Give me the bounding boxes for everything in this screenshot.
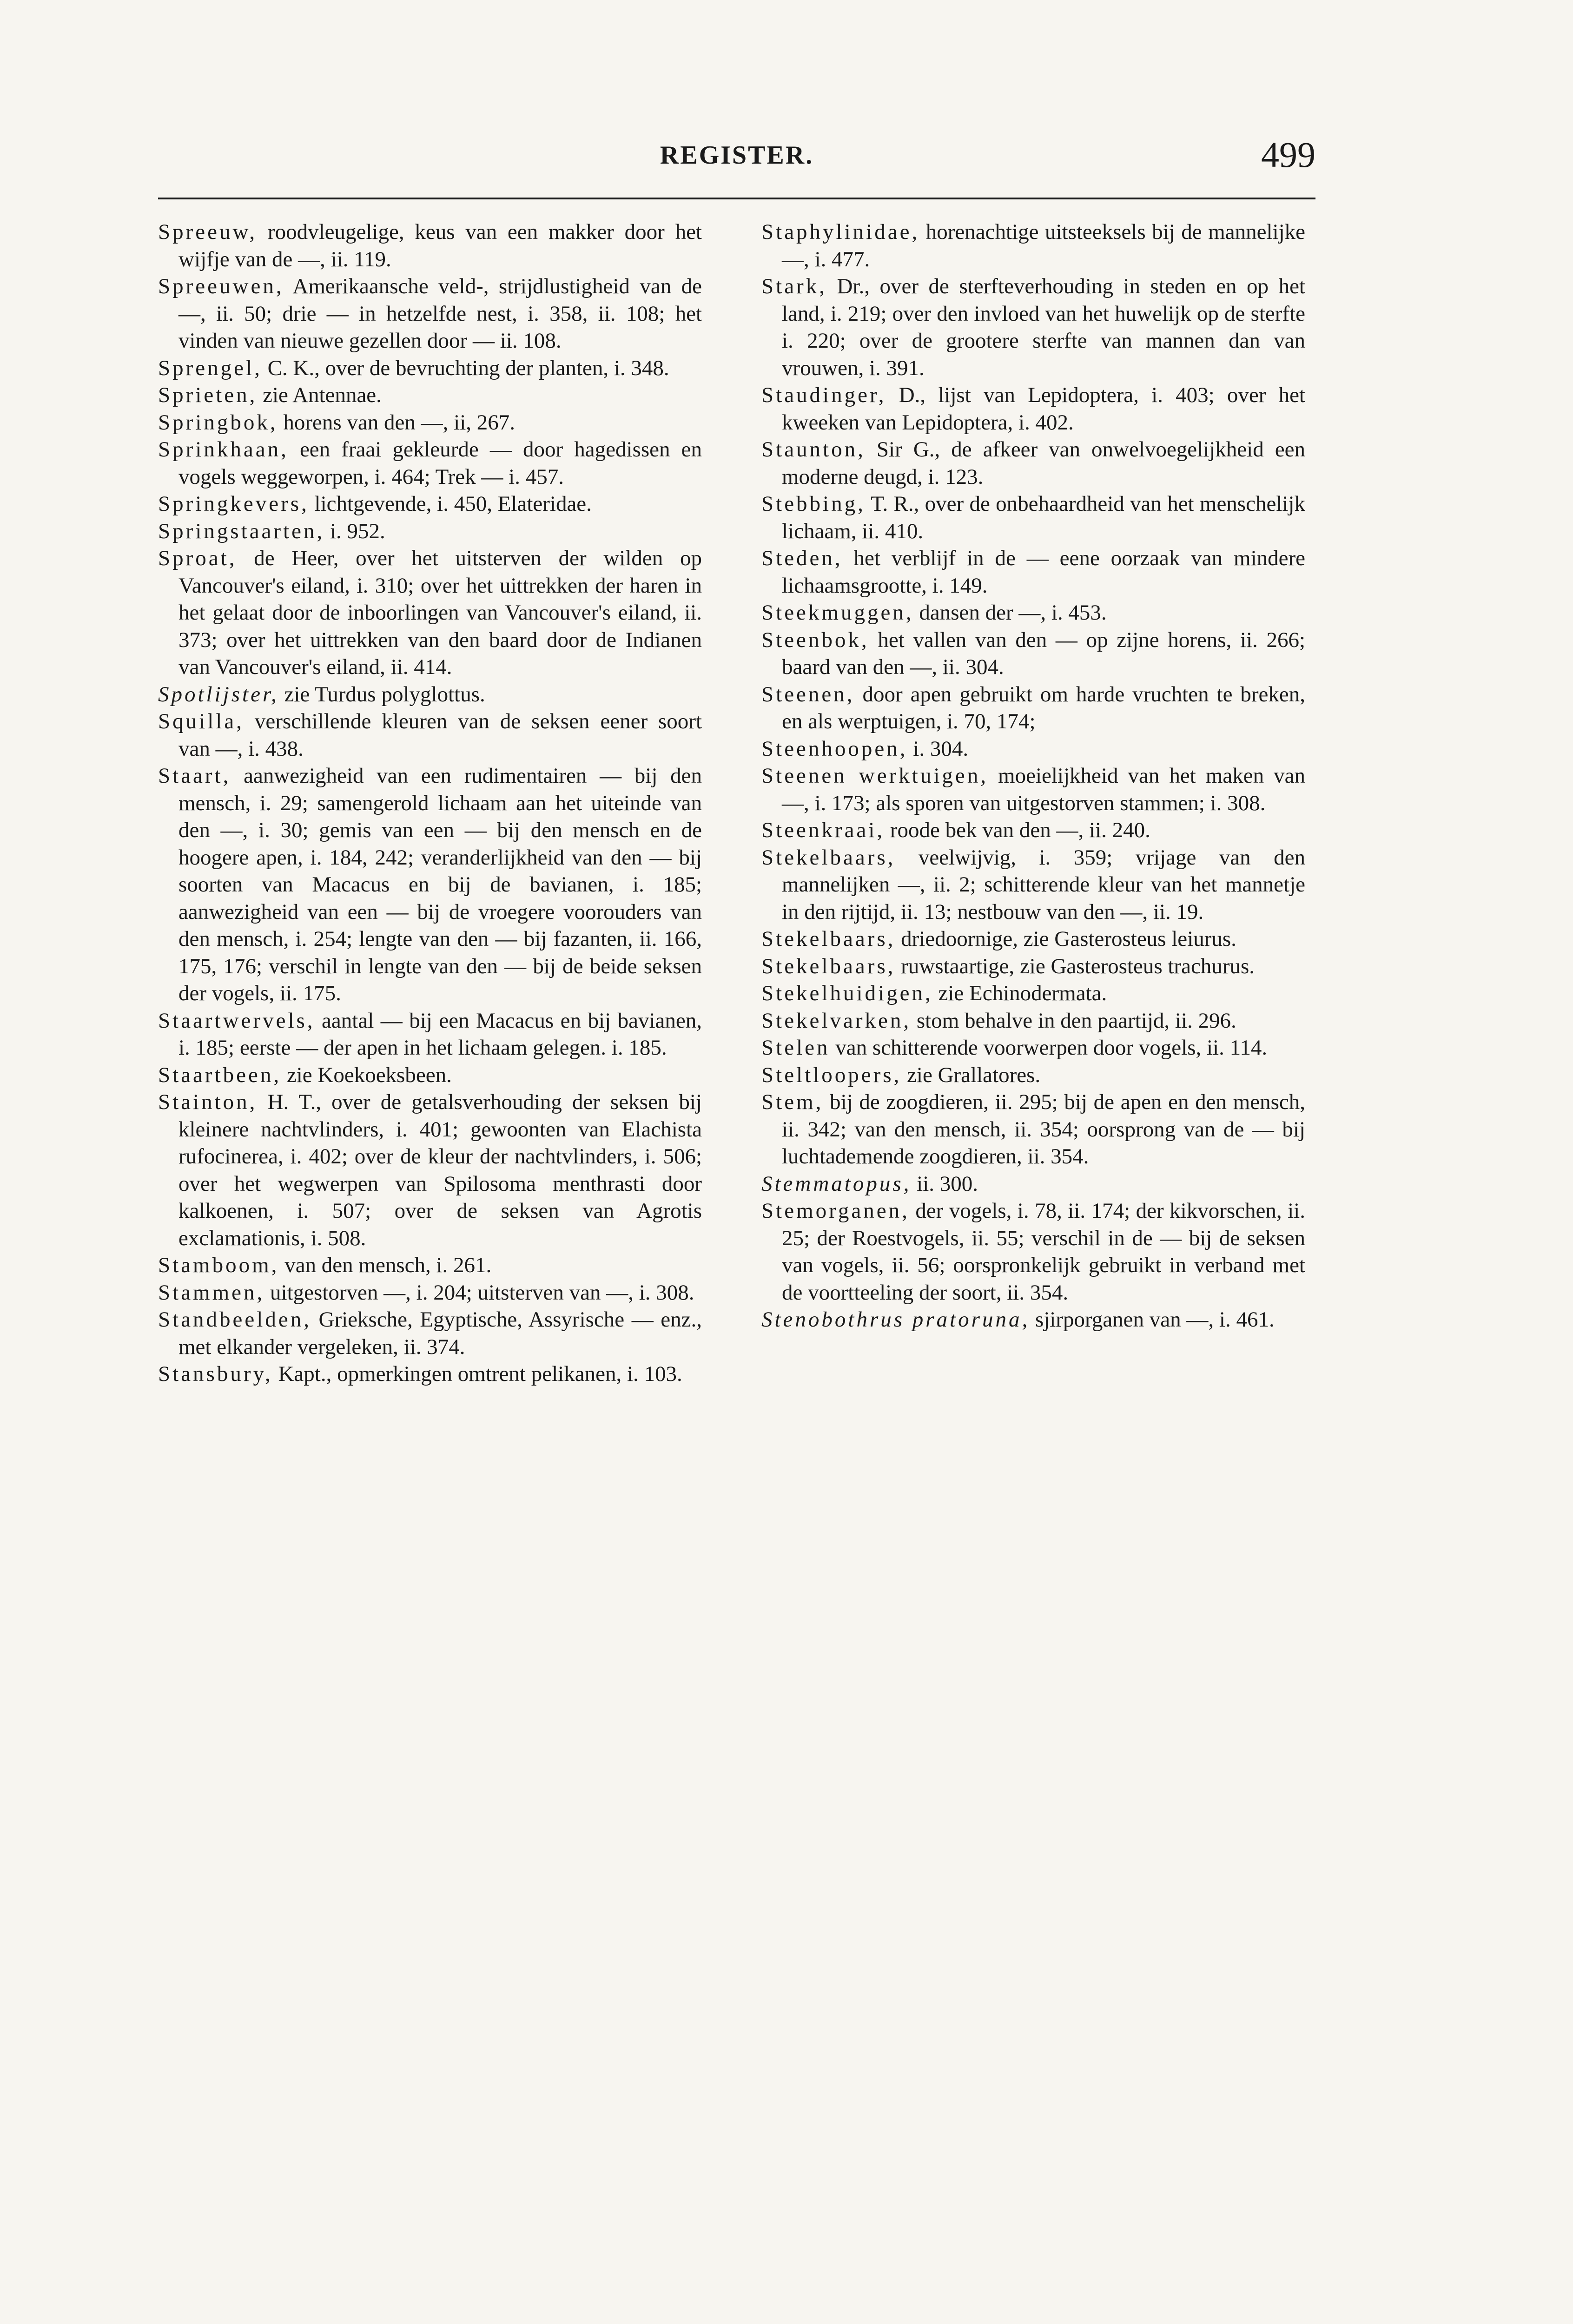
index-entry <box>761 735 1305 763</box>
index-entry <box>761 273 1305 382</box>
entry-text: een fraai gekleurde — door hagedissen en vogels weggeworpen, i. 464; Trek — i. 457. <box>178 437 702 489</box>
entry-text: Dr., over de sterfteverhouding in steden en op het land, i. 219; over den invloed van het huwelijk op de sterfte i. 220; over de grootere sterfte van mannen dan van vrouwen, i. 391. <box>782 274 1305 380</box>
entry-headword: Stammen, <box>158 1280 265 1305</box>
entry-headword: Steenbok, <box>761 627 869 652</box>
index-entry <box>158 382 702 409</box>
header-rule <box>158 198 1315 199</box>
entry-headword: Sprengel, <box>158 356 262 380</box>
index-entry <box>158 545 702 681</box>
index-entry <box>761 925 1305 953</box>
entry-text: i. 952. <box>324 519 385 543</box>
entry-headword: Sprinkhaan, <box>158 437 289 462</box>
index-entry <box>158 355 702 382</box>
entry-text: ruwstaartige, zie Gasterosteus trachurus. <box>895 954 1255 978</box>
entry-text: van den mensch, i. 261. <box>279 1253 492 1277</box>
entry-headword: Steekmuggen, <box>761 601 914 625</box>
index-entry <box>158 273 702 355</box>
entry-headword: Stekelbaars, <box>761 845 896 870</box>
index-entry <box>761 1089 1305 1170</box>
entry-headword: Sproat, <box>158 546 237 570</box>
entry-headword: Spreeuw, <box>158 220 258 244</box>
entry-text: verschillende kleuren van de seksen eener soort van —, i. 438. <box>178 709 702 761</box>
entry-text: driedoornige, zie Gasterosteus leiurus. <box>895 927 1236 951</box>
index-entry <box>761 1062 1305 1089</box>
index-entry <box>761 980 1305 1007</box>
entry-text: horens van den —, ii, 267. <box>278 410 515 435</box>
entry-headword: Staudinger, <box>761 383 886 407</box>
index-entry <box>761 817 1305 844</box>
index-entry <box>158 1007 702 1062</box>
entry-text: Sir G., de afkeer van onwelvoegelijkheid een moderne deugd, i. 123. <box>782 437 1305 489</box>
entry-headword: Standbeelden, <box>158 1307 311 1332</box>
entry-headword: Stebbing, <box>761 492 866 516</box>
entry-headword: Squilla, <box>158 709 244 733</box>
entry-text: Amerikaansche veld-, strijdlustigheid van de —, ii. 50; drie — in hetzelfde nest, i. 358, ii. 108; het vinden van nieuwe gezellen door — ii. 108. <box>178 274 702 353</box>
index-entry <box>158 436 702 490</box>
entry-headword: Stansbury, <box>158 1362 273 1386</box>
entry-headword: Steenen werktuigen, <box>761 764 988 788</box>
entry-headword: Staphylinidae, <box>761 220 920 244</box>
index-entry <box>761 1197 1305 1306</box>
entry-headword: Stem, <box>761 1090 824 1114</box>
index-entry <box>761 1034 1305 1062</box>
entry-text: roodvleugelige, keus van een makker door het wijfje van de —, ii. 119. <box>178 220 702 271</box>
entry-headword: Springbok, <box>158 410 278 435</box>
index-entry <box>158 708 702 762</box>
entry-headword: Stelen <box>761 1036 830 1060</box>
index-entry <box>761 218 1305 273</box>
entry-headword: Stekelbaars, <box>761 927 896 951</box>
entry-text: van schitterende voorwerpen door vogels, ii. 114. <box>830 1036 1268 1060</box>
entry-text: Kapt., opmerkingen omtrent pelikanen, i. 103. <box>272 1362 682 1386</box>
index-entry <box>761 545 1305 599</box>
entry-text: zie Echinodermata. <box>932 981 1107 1005</box>
entry-headword: Sprieten, <box>158 383 258 407</box>
entry-text: ii. 300. <box>911 1171 978 1196</box>
entry-headword: Steenen, <box>761 682 855 706</box>
index-entry <box>158 1252 702 1279</box>
entry-text: zie Antennae. <box>257 383 382 407</box>
entry-text: zie Turdus polyglottus. <box>278 682 485 706</box>
entry-headword: Springkevers, <box>158 492 309 516</box>
entry-text: veelwijvig, i. 359; vrijage van den mannelijken —, ii. 2; schitterende kleur van het mannetje in den rijtijd, ii. 13; nestbouw van den —, ii. 19. <box>782 845 1305 924</box>
index-entry <box>158 1306 702 1360</box>
entry-headword: Stekelhuidigen, <box>761 981 933 1005</box>
entry-headword: Stenobothrus pratoruna, <box>761 1307 1030 1332</box>
entry-text: het verblijf in de — eene oorzaak van mindere lichaamsgrootte, i. 149. <box>782 546 1305 598</box>
index-entry <box>761 599 1305 627</box>
entry-headword: Stamboom, <box>158 1253 279 1277</box>
entry-headword: Steltloopers, <box>761 1063 902 1087</box>
index-entry <box>761 382 1305 436</box>
entry-text: C. K., over de bevruchting der planten, i. 348. <box>262 356 669 380</box>
entry-text: de Heer, over het uitsterven der wilden op Vancouver's eiland, i. 310; over het uittrekken der haren in het gelaat door de inboorlingen van Vancouver's eiland, ii. 373; over het uittrekken van den baard door de Indianen van Vancouver's eiland, ii. 414. <box>178 546 702 679</box>
index-entry <box>761 681 1305 735</box>
entry-text: i. 304. <box>907 736 969 761</box>
page-header <box>158 130 1315 181</box>
index-entry <box>158 1360 702 1388</box>
index-entry <box>158 1062 702 1089</box>
entry-headword: Staart, <box>158 764 231 788</box>
entry-text: zie Grallatores. <box>901 1063 1041 1087</box>
page-number: 499 <box>1261 134 1315 175</box>
index-entry <box>158 490 702 518</box>
entry-headword: Spreeuwen, <box>158 274 284 298</box>
index-entry <box>761 953 1305 980</box>
index-entry <box>158 409 702 436</box>
entry-headword: Staartwervels, <box>158 1008 315 1033</box>
entry-headword: Steden, <box>761 546 843 570</box>
index-entry <box>761 762 1305 817</box>
entry-text: aantal — bij een Macacus en bij bavianen, i. 185; eerste — der apen in het lichaam gelegen. i. 185. <box>178 1008 702 1060</box>
entry-headword: Stekelbaars, <box>761 954 896 978</box>
entry-text: het vallen van den — op zijne horens, ii. 266; baard van den —, ii. 304. <box>782 627 1305 679</box>
index-entry <box>158 1279 702 1307</box>
entry-text: dansen der —, i. 453. <box>913 601 1107 625</box>
entry-text: door apen gebruikt om harde vruchten te breken, en als werptuigen, i. 70, 174; <box>782 682 1305 733</box>
index-entry <box>761 844 1305 926</box>
entry-text: lichtgevende, i. 450, Elateridae. <box>309 492 592 516</box>
index-entry <box>761 436 1305 490</box>
entry-headword: Steenhoopen, <box>761 736 908 761</box>
entry-headword: Springstaarten, <box>158 519 325 543</box>
entry-text: der vogels, i. 78, ii. 174; der kikvorschen, ii. 25; der Roestvogels, ii. 55; verschil in de — bij de seksen van vogels, ii. 56; oorspronkelijk gebruikt in verband met de voortteeling der soort, ii. 354. <box>782 1199 1305 1305</box>
index-entry <box>761 627 1305 681</box>
entry-text: bij de zoogdieren, ii. 295; bij de apen en den mensch, ii. 342; van den mensch, ii. 354; oorsprong van de — bij luchtademende zoogdieren, ii. 354. <box>782 1090 1305 1169</box>
index-entry <box>158 681 702 708</box>
index-entry <box>158 218 702 273</box>
entry-headword: Stemmatopus, <box>761 1171 912 1196</box>
entry-text: sjirporganen van —, i. 461. <box>1030 1307 1275 1332</box>
index-entry <box>761 490 1305 545</box>
entry-text: roode bek van den —, ii. 240. <box>885 818 1150 842</box>
left-column <box>158 218 702 1388</box>
index-entry <box>761 1170 1305 1198</box>
entry-headword: Stark, <box>761 274 827 298</box>
entry-text: horenachtige uitsteeksels bij de mannelijke —, i. 477. <box>782 220 1305 271</box>
entry-headword: Stemorganen, <box>761 1199 910 1223</box>
entry-headword: Staartbeen, <box>158 1063 282 1087</box>
entry-text: H. T., over de getalsverhouding der seksen bij kleinere nachtvlinders, i. 401; gewoonten van Elachista rufocinerea, i. 402; over de kleur der nachtvlinders, i. 506; over het wegwerpen van Spilosoma menthrasti door kalkoenen, i. 507; over de seksen van Agrotis exclamationis, i. 508. <box>178 1090 702 1250</box>
entry-text: Grieksche, Egyptische, Assyrische — enz., met elkander vergeleken, ii. 374. <box>178 1307 702 1359</box>
entry-text: aanwezigheid van een rudimentairen — bij den mensch, i. 29; samengerold lichaam aan het uiteinde van den —, i. 30; gemis van een — bij den mensch en de hoogere apen, i. 184, 242; veranderlijkheid van den — bij soorten van Macacus en bij de bavianen, i. 185; aanwezigheid van een — bij de vroegere voorouders van den mensch, i. 254; lengte van den — bij fazanten, ii. 166, 175, 176; verschil in lengte van den — bij de beide seksen der vogels, ii. 175. <box>178 764 702 1005</box>
entry-headword: Stekelvarken, <box>761 1008 912 1033</box>
index-entry <box>158 762 702 1007</box>
entry-text: T. R., over de onbehaardheid van het menschelijk lichaam, ii. 410. <box>782 492 1305 543</box>
entry-headword: Stainton, <box>158 1090 258 1114</box>
index-entry <box>761 1007 1305 1035</box>
index-entry <box>158 1089 702 1252</box>
entry-headword: Spotlijster, <box>158 682 279 706</box>
entry-headword: Staunton, <box>761 437 866 462</box>
entry-text: D., lijst van Lepidoptera, i. 403; over het kweeken van Lepidoptera, i. 402. <box>782 383 1305 435</box>
entry-text: moeielijkheid van het maken van —, i. 173; als sporen van uitgestorven stammen; i. 308. <box>782 764 1305 815</box>
entry-text: stom behalve in den paartijd, ii. 296. <box>911 1008 1236 1033</box>
index-entry <box>158 518 702 545</box>
running-title: REGISTER. <box>660 141 814 170</box>
index-entry <box>761 1306 1305 1334</box>
entry-headword: Steenkraai, <box>761 818 885 842</box>
right-column <box>761 218 1305 1334</box>
entry-text: zie Koekoeksbeen. <box>281 1063 452 1087</box>
entry-text: uitgestorven —, i. 204; uitsterven van —, i. 308. <box>264 1280 694 1305</box>
